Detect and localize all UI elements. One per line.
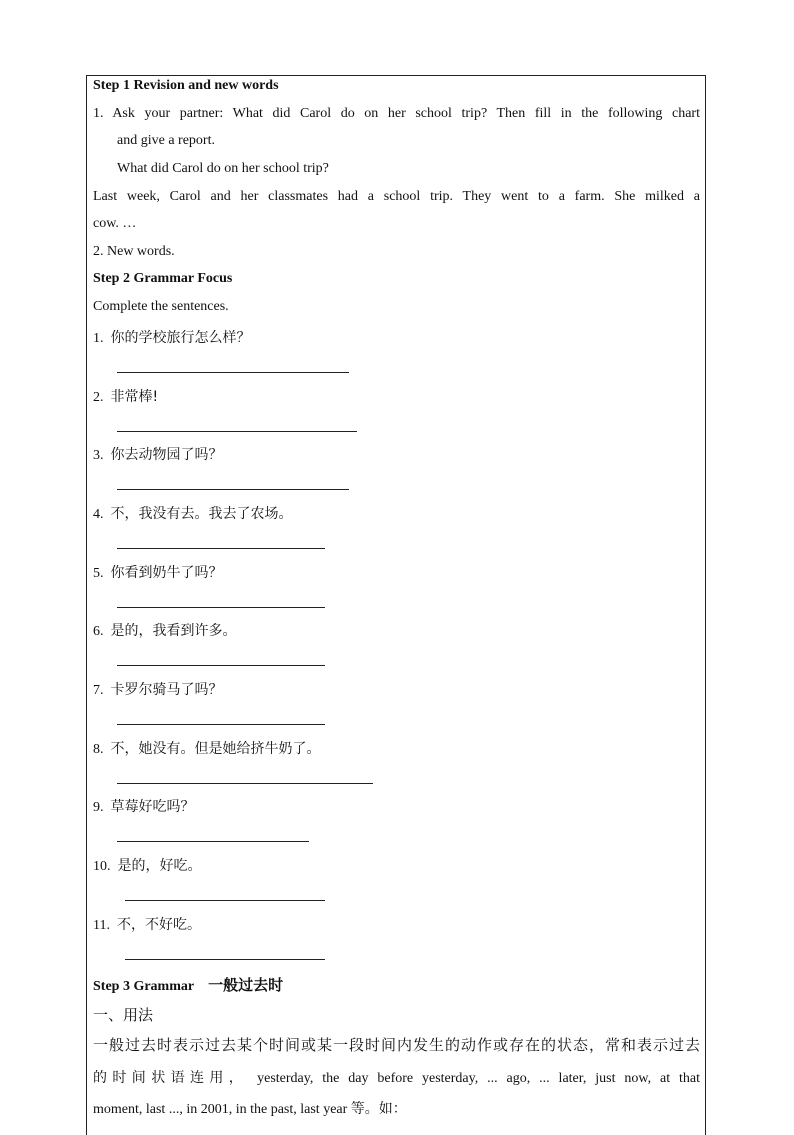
step3-paragraph-line3: moment, last ..., in 2001, in the past, last year 等。如： <box>93 1102 407 1117</box>
answer-blank-9[interactable] <box>117 841 309 842</box>
answer-blank-8[interactable] <box>117 783 373 784</box>
answer-blank-7[interactable] <box>117 724 325 725</box>
sentence-text: 是的，好吃。 <box>117 858 202 874</box>
sentence-number: 4. <box>93 507 104 522</box>
step2-heading: Step 2 Grammar Focus <box>93 271 233 286</box>
step3-section1-heading: 一、用法 <box>93 1006 154 1024</box>
step3-heading-cn: 一般过去时 <box>208 976 284 994</box>
step3-paragraph-line2: 的时间状语连用， yesterday, the day before yesterday, ... ago, ... later, just now, at that <box>93 1071 700 1086</box>
answer-blank-6[interactable] <box>117 665 325 666</box>
sentence-number: 11. <box>93 918 110 933</box>
sentence-text: 不，我没有去。我去了农场。 <box>110 506 293 522</box>
step1-item1-question: What did Carol do on her school trip? <box>117 161 329 176</box>
sentence-text: 你去动物园了吗？ <box>110 447 223 463</box>
sentence-text: 草莓好吃吗？ <box>110 799 195 815</box>
sentence-9 <box>93 796 195 816</box>
sentence-5 <box>93 562 223 582</box>
sentence-number: 2. <box>93 390 104 405</box>
step1-item1-line2: and give a report. <box>117 133 215 148</box>
step1-item1-line1: 1. Ask your partner: What did Carol do on her school trip? Then fill in the following chart <box>93 106 700 121</box>
answer-blank-5[interactable] <box>117 607 325 608</box>
sentence-7 <box>93 679 223 699</box>
sentence-11 <box>93 914 201 934</box>
step1-item2: 2. New words. <box>93 244 175 259</box>
sentence-number: 6. <box>93 624 104 639</box>
sentence-number: 1. <box>93 331 104 346</box>
step1-report-line2: cow. … <box>93 216 137 231</box>
sentence-6 <box>93 620 237 640</box>
answer-blank-1[interactable] <box>117 372 349 373</box>
sentence-number: 5. <box>93 566 104 581</box>
sentence-number: 9. <box>93 800 104 815</box>
step1-report-line1: Last week, Carol and her classmates had a school trip. They went to a farm. She milked a <box>93 189 700 204</box>
sentence-number: 10. <box>93 859 111 874</box>
sentence-10 <box>93 855 202 875</box>
sentence-text: 不，她没有。但是她给挤牛奶了。 <box>110 741 321 757</box>
step3-heading <box>93 974 283 995</box>
sentence-text: 卡罗尔骑马了吗？ <box>110 682 223 698</box>
sentence-number: 8. <box>93 742 104 757</box>
sentence-text: 不，不好吃。 <box>116 917 201 933</box>
sentence-1 <box>93 327 251 347</box>
sentence-number: 7. <box>93 683 104 698</box>
sentence-3 <box>93 444 223 464</box>
step3-heading-en: Step 3 Grammar <box>93 979 195 994</box>
sentence-text: 非常棒! <box>110 389 159 405</box>
sentence-4 <box>93 503 293 523</box>
sentence-text: 是的，我看到许多。 <box>110 623 237 639</box>
sentence-2 <box>93 386 158 406</box>
answer-blank-4[interactable] <box>117 548 325 549</box>
answer-blank-3[interactable] <box>117 489 349 490</box>
step3-paragraph-line1: 一般过去时表示过去某个时间或某一段时间内发生的动作或存在的状态，常和表示过去 <box>93 1036 700 1054</box>
answer-blank-11[interactable] <box>125 959 325 960</box>
sentence-number: 3. <box>93 448 104 463</box>
sentence-text: 你的学校旅行怎么样？ <box>110 330 251 346</box>
answer-blank-2[interactable] <box>117 431 357 432</box>
step1-heading: Step 1 Revision and new words <box>93 78 279 93</box>
answer-blank-10[interactable] <box>125 900 325 901</box>
sentence-text: 你看到奶牛了吗？ <box>110 565 223 581</box>
step2-instruction: Complete the sentences. <box>93 299 229 314</box>
sentence-8 <box>93 738 321 758</box>
